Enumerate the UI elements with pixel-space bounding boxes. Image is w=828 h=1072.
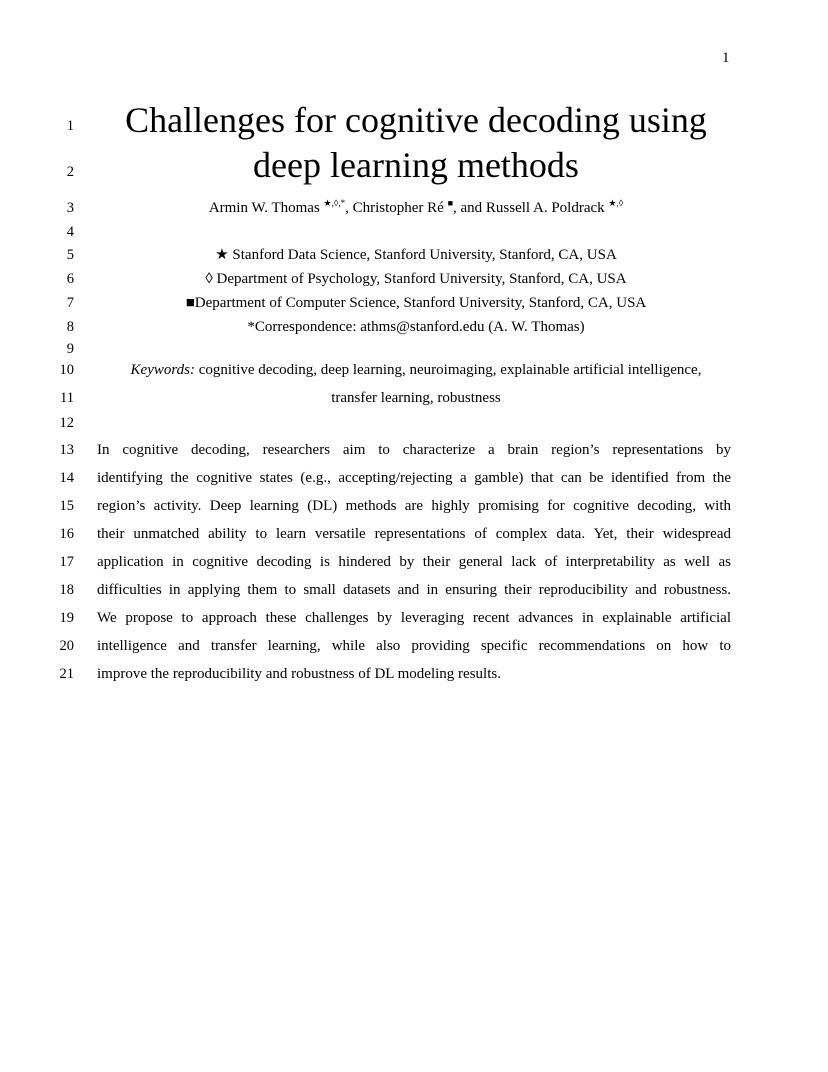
line-number: 7 bbox=[66, 295, 74, 311]
affiliation: ★ Stanford Data Science, Stanford University, Stanford, CA, USA bbox=[215, 247, 617, 263]
affiliation: ◊ Department of Psychology, Stanford University, Stanford, CA, USA bbox=[205, 271, 627, 287]
paper-title-line-1: Challenges for cognitive decoding using bbox=[125, 100, 707, 140]
abstract-line: their unmatched ability to learn versatile representations of complex data. Yet, their widespread bbox=[97, 526, 731, 542]
line-number: 5 bbox=[66, 247, 74, 263]
paper-title-line-2: deep learning methods bbox=[253, 145, 579, 185]
page-number: 1 bbox=[722, 50, 730, 66]
keywords-label: Keywords: bbox=[130, 362, 195, 378]
correspondence: *Correspondence: athms@stanford.edu (A. W. Thomas) bbox=[247, 319, 585, 335]
line-number: 8 bbox=[66, 319, 74, 335]
line-number: 14 bbox=[59, 470, 74, 486]
abstract-line: identifying the cognitive states (e.g., accepting/rejecting a gamble) that can be identified from the bbox=[97, 470, 731, 486]
abstract-line: We propose to approach these challenges by leveraging recent advances in explainable artificial bbox=[97, 610, 731, 626]
affiliation-marks: ★,◊ bbox=[608, 198, 624, 208]
line-number: 20 bbox=[59, 638, 74, 654]
author-name: , and Russell A. Poldrack bbox=[453, 200, 609, 216]
line-number: 1 bbox=[66, 118, 74, 134]
author-name: , Christopher Ré bbox=[345, 200, 448, 216]
line-number: 19 bbox=[59, 610, 74, 626]
abstract-line: region’s activity. Deep learning (DL) methods are highly promising for cognitive decoding, with bbox=[97, 498, 731, 514]
line-number: 18 bbox=[59, 582, 74, 598]
line-number: 16 bbox=[59, 526, 74, 542]
abstract-line: intelligence and transfer learning, while also providing specific recommendations on how to bbox=[97, 638, 731, 654]
keywords-text: cognitive decoding, deep learning, neuroimaging, explainable artificial intelligence, bbox=[194, 362, 702, 378]
keywords-line-2: transfer learning, robustness bbox=[331, 390, 501, 406]
keywords-line-1 bbox=[96, 360, 736, 380]
line-number: 9 bbox=[66, 341, 74, 357]
author-list bbox=[96, 198, 736, 218]
line-number: 13 bbox=[59, 442, 74, 458]
line-number: 2 bbox=[66, 164, 74, 180]
affiliation-marks: ■ bbox=[447, 198, 453, 208]
line-number: 6 bbox=[66, 271, 74, 287]
line-number: 4 bbox=[66, 224, 74, 240]
line-number: 3 bbox=[66, 200, 74, 216]
affiliation-marks: ★,◊,* bbox=[323, 198, 346, 208]
abstract-line: improve the reproducibility and robustness of DL modeling results. bbox=[97, 666, 501, 682]
line-number: 21 bbox=[59, 666, 74, 682]
author-name: Armin W. Thomas bbox=[208, 200, 324, 216]
line-number: 12 bbox=[59, 415, 74, 431]
line-number: 11 bbox=[60, 390, 74, 406]
line-number: 17 bbox=[59, 554, 74, 570]
affiliation: ■Department of Computer Science, Stanford University, Stanford, CA, USA bbox=[185, 295, 647, 311]
abstract-line: In cognitive decoding, researchers aim to characterize a brain region’s representations by bbox=[97, 442, 731, 458]
line-number: 15 bbox=[59, 498, 74, 514]
line-number: 10 bbox=[59, 362, 74, 378]
abstract-line: application in cognitive decoding is hindered by their general lack of interpretability as well as bbox=[97, 554, 731, 570]
abstract-line: difficulties in applying them to small datasets and in ensuring their reproducibility and robustness. bbox=[97, 582, 731, 598]
